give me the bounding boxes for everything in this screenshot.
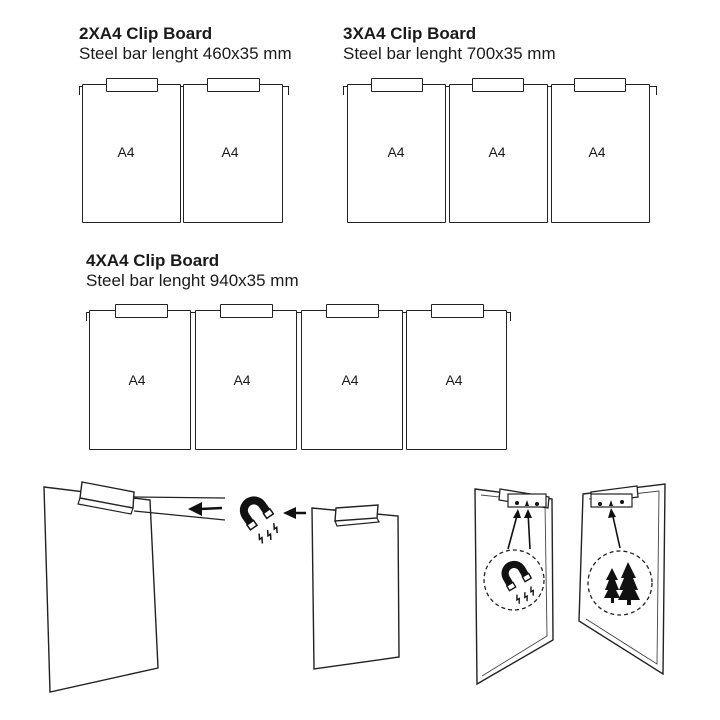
- a4-label: A4: [588, 144, 606, 160]
- left-illustration: [44, 482, 399, 692]
- group-title: 2XA4 Clip Board: [79, 24, 213, 43]
- arrow-left-icon: [283, 507, 306, 519]
- a4-label: A4: [341, 372, 359, 388]
- group-subtitle: Steel bar lenght 460x35 mm: [79, 44, 292, 63]
- clipboard-icon: [44, 482, 158, 692]
- a4-label: A4: [233, 372, 251, 388]
- a4-label: A4: [128, 372, 146, 388]
- clipboard-icon: [579, 484, 665, 674]
- a4-label: A4: [117, 144, 135, 160]
- clipboard-icon: [475, 489, 553, 684]
- clipboard-icon: [312, 505, 399, 669]
- group-subtitle: Steel bar lenght 700x35 mm: [343, 44, 556, 63]
- group-subtitle: Steel bar lenght 940x35 mm: [86, 271, 299, 290]
- a4-label: A4: [445, 372, 463, 388]
- right-illustration: [475, 484, 665, 684]
- group-title: 4XA4 Clip Board: [86, 251, 220, 270]
- group-title: 3XA4 Clip Board: [343, 24, 477, 43]
- arrow-left-icon: [188, 502, 222, 516]
- a4-label: A4: [221, 144, 239, 160]
- a4-label: A4: [488, 144, 506, 160]
- magnet-icon: [234, 491, 284, 546]
- a4-label: A4: [387, 144, 405, 160]
